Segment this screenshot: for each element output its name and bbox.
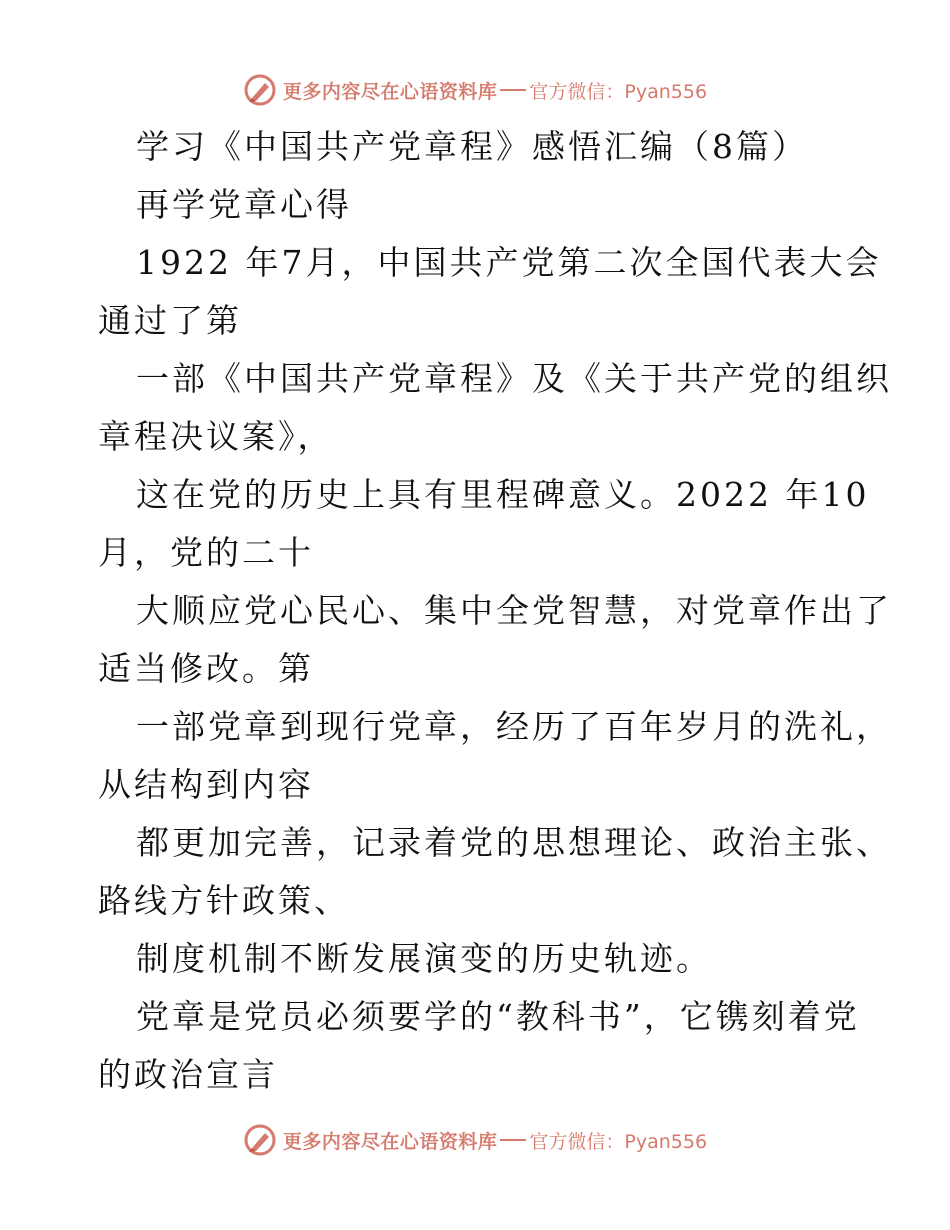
banner-contact: 官方微信：Pyan556	[529, 80, 708, 103]
text-line: 章程决议案》，	[98, 417, 334, 456]
text-line: 党章是党员必须要学的“教科书”，它镌刻着党	[136, 997, 860, 1036]
text-line: 大顺应党心民心、集中全党智慧，对党章作出了	[136, 591, 892, 630]
banner-separator	[500, 1139, 526, 1141]
text-line: 这在党的历史上具有里程碑意义。2022 年10	[136, 475, 870, 514]
banner-text: 更多内容尽在心语资料库	[282, 80, 498, 103]
pen-logo-icon	[243, 1123, 277, 1157]
text-line: 通过了第	[98, 301, 242, 340]
text-line: 再学党章心得	[136, 185, 352, 224]
text-line: 都更加完善，记录着党的思想理论、政治主张、	[136, 823, 892, 862]
header-watermark-banner	[0, 70, 950, 110]
banner-separator	[500, 89, 526, 91]
footer-watermark-banner	[0, 1120, 950, 1160]
text-line: 月，党的二十	[98, 533, 314, 572]
text-line: 制度机制不断发展演变的历史轨迹。	[136, 939, 712, 978]
text-line: 1922 年7月，中国共产党第二次全国代表大会	[136, 243, 882, 282]
document-title: 学习《中国共产党章程》感悟汇编（8篇）	[136, 127, 808, 166]
text-line: 一部党章到现行党章，经历了百年岁月的洗礼，	[136, 707, 892, 746]
text-line: 路线方针政策、	[98, 881, 350, 920]
text-line: 一部《中国共产党章程》及《关于共产党的组织	[136, 359, 892, 398]
banner-text: 更多内容尽在心语资料库	[282, 1130, 498, 1153]
banner-contact: 官方微信：Pyan556	[529, 1130, 708, 1153]
text-line: 适当修改。第	[98, 649, 314, 688]
document-body	[98, 118, 892, 1104]
text-line: 从结构到内容	[98, 765, 314, 804]
text-line: 的政治宣言	[98, 1055, 278, 1094]
pen-logo-icon	[243, 73, 277, 107]
